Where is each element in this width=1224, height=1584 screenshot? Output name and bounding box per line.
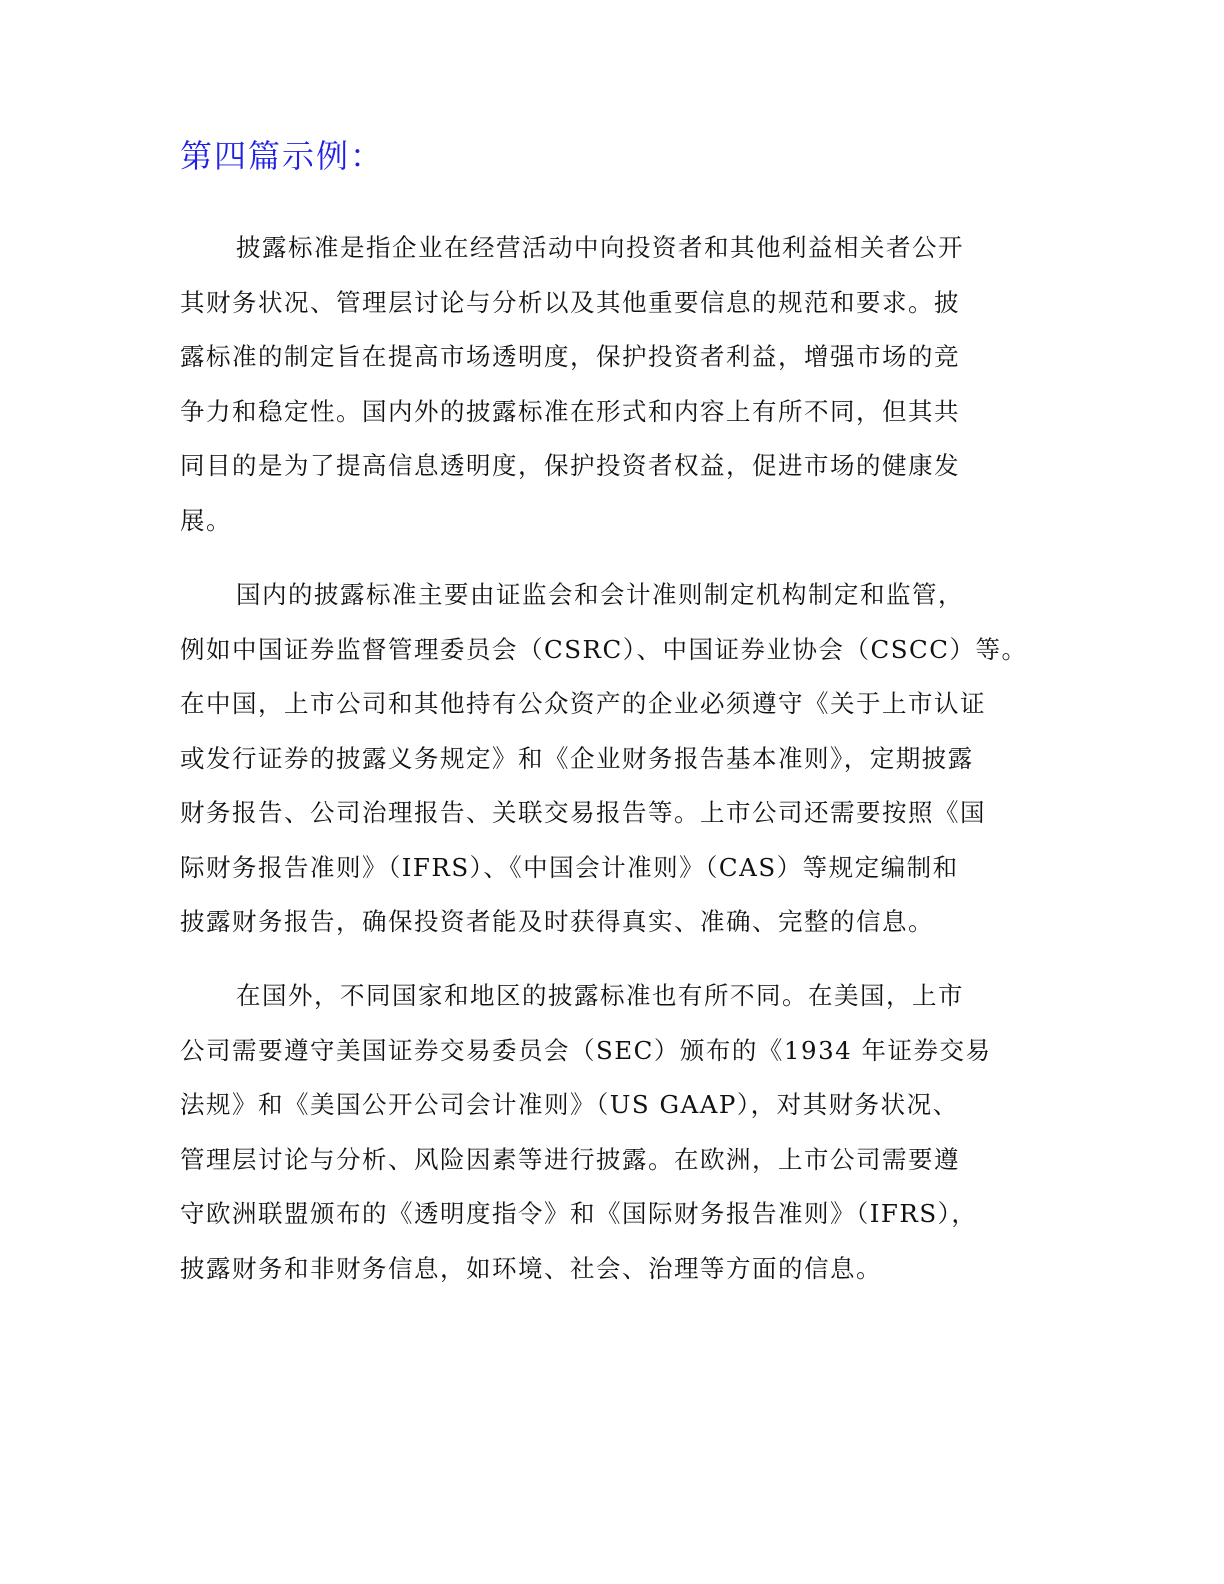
paragraph-line: 在中国，上市公司和其他持有公众资产的企业必须遵守《关于上市认证 bbox=[180, 689, 986, 718]
paragraph-line: 守欧洲联盟颁布的《透明度指令》和《国际财务报告准则》（IFRS）， bbox=[180, 1199, 978, 1228]
paragraph-line: 或发行证券的披露义务规定》和《企业财务报告基本准则》，定期披露 bbox=[180, 743, 974, 773]
paragraph-line: 披露财务和非财务信息，如环境、社会、治理等方面的信息。 bbox=[180, 1253, 882, 1283]
paragraph-line: 争力和稳定性。国内外的披露标准在形式和内容上有所不同，但其共 bbox=[180, 396, 960, 426]
paragraph-line: 展。 bbox=[180, 505, 232, 535]
paragraph-line: 例如中国证券监督管理委员会（CSRC）、中国证券业协会（CSCC）等。 bbox=[180, 634, 1028, 664]
paragraph-1 bbox=[180, 221, 1032, 548]
paragraph-line: 在国外，不同国家和地区的披露标准也有所不同。在美国，上市 bbox=[236, 981, 964, 1010]
paragraph-line: 同目的是为了提高信息透明度，保护投资者权益，促进市场的健康发 bbox=[180, 451, 960, 480]
paragraph-line: 露标准的制定旨在提高市场透明度，保护投资者利益，增强市场的竞 bbox=[180, 342, 960, 371]
paragraph-line: 管理层讨论与分析、风险因素等进行披露。在欧洲，上市公司需要遵 bbox=[180, 1144, 960, 1174]
paragraph-line: 财务报告、公司治理报告、关联交易报告等。上市公司还需要按照《国 bbox=[180, 798, 986, 827]
paragraph-line: 际财务报告准则》（IFRS）、《中国会计准则》（CAS）等规定编制和 bbox=[180, 852, 959, 882]
document-page bbox=[180, 0, 1032, 1584]
document-heading: 第四篇示例： bbox=[180, 137, 385, 175]
paragraph-line: 公司需要遵守美国证券交易委员会（SEC）颁布的《1934 年证券交易 bbox=[180, 1035, 992, 1065]
paragraph-2 bbox=[180, 568, 1032, 950]
paragraph-line: 披露财务报告，确保投资者能及时获得真实、准确、完整的信息。 bbox=[180, 907, 934, 936]
paragraph-3 bbox=[180, 969, 1032, 1296]
paragraph-line: 法规》和《美国公开公司会计准则》（US GAAP），对其财务状况、 bbox=[180, 1090, 959, 1119]
paragraph-line: 国内的披露标准主要由证监会和会计准则制定机构制定和监管， bbox=[236, 580, 964, 609]
paragraph-line: 披露标准是指企业在经营活动中向投资者和其他利益相关者公开 bbox=[236, 233, 964, 262]
paragraph-line: 其财务状况、管理层讨论与分析以及其他重要信息的规范和要求。披 bbox=[180, 287, 960, 317]
